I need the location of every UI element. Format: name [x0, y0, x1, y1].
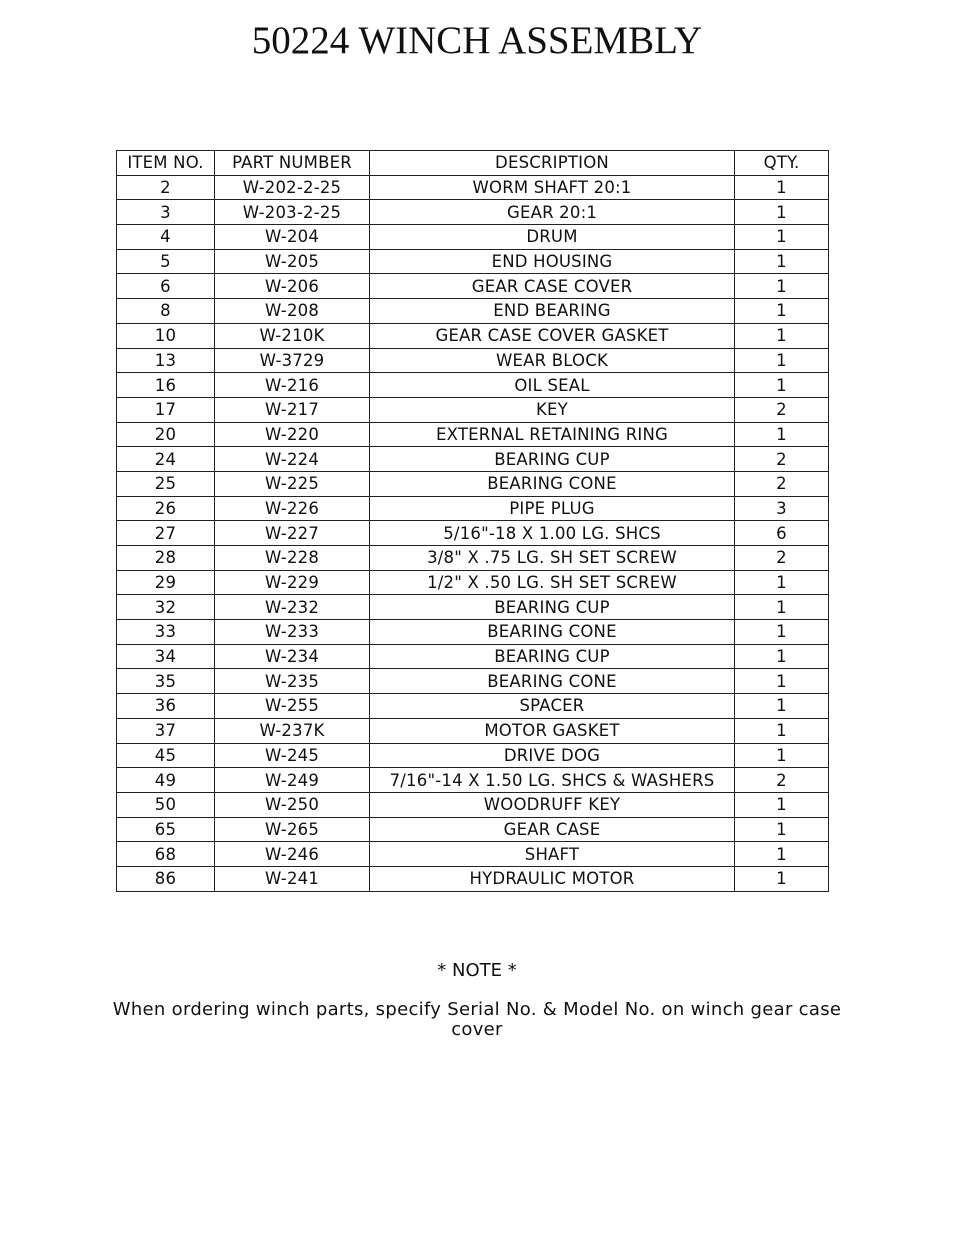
table-row: [117, 644, 829, 669]
cell-part-number: W-208: [215, 299, 370, 324]
cell-qty: 2: [735, 471, 829, 496]
cell-item-no: 20: [117, 422, 215, 447]
cell-qty: 1: [735, 323, 829, 348]
parts-table-body: [117, 175, 829, 891]
table-row: [117, 595, 829, 620]
cell-description: SPACER: [370, 694, 735, 719]
page-title: 50224 WINCH ASSEMBLY: [251, 19, 703, 62]
cell-description: BEARING CONE: [370, 669, 735, 694]
cell-item-no: 37: [117, 718, 215, 743]
cell-qty: 1: [735, 249, 829, 274]
cell-part-number: W-228: [215, 546, 370, 571]
cell-description: DRIVE DOG: [370, 743, 735, 768]
table-row: [117, 694, 829, 719]
cell-description: 5/16"-18 X 1.00 LG. SHCS: [370, 521, 735, 546]
cell-description: WOODRUFF KEY: [370, 792, 735, 817]
cell-part-number: W-3729: [215, 348, 370, 373]
column-header-description: DESCRIPTION: [370, 151, 735, 176]
parts-table: [116, 150, 829, 892]
cell-qty: 1: [735, 175, 829, 200]
cell-part-number: W-216: [215, 373, 370, 398]
table-row: [117, 274, 829, 299]
cell-description: KEY: [370, 397, 735, 422]
table-row: [117, 323, 829, 348]
cell-qty: 1: [735, 422, 829, 447]
table-header-row: [117, 151, 829, 176]
cell-description: BEARING CUP: [370, 447, 735, 472]
table-row: [117, 447, 829, 472]
cell-item-no: 36: [117, 694, 215, 719]
table-row: [117, 397, 829, 422]
cell-part-number: W-265: [215, 817, 370, 842]
cell-item-no: 29: [117, 570, 215, 595]
cell-qty: 1: [735, 718, 829, 743]
column-header-part-number: PART NUMBER: [215, 151, 370, 176]
cell-description: GEAR CASE: [370, 817, 735, 842]
cell-item-no: 3: [117, 200, 215, 225]
cell-item-no: 16: [117, 373, 215, 398]
cell-description: HYDRAULIC MOTOR: [370, 866, 735, 891]
cell-qty: 1: [735, 866, 829, 891]
cell-description: 1/2" X .50 LG. SH SET SCREW: [370, 570, 735, 595]
cell-qty: 1: [735, 743, 829, 768]
cell-qty: 2: [735, 397, 829, 422]
cell-description: BEARING CUP: [370, 595, 735, 620]
cell-item-no: 2: [117, 175, 215, 200]
table-row: [117, 225, 829, 250]
cell-part-number: W-226: [215, 496, 370, 521]
cell-qty: 1: [735, 694, 829, 719]
table-row: [117, 373, 829, 398]
cell-item-no: 13: [117, 348, 215, 373]
cell-item-no: 35: [117, 669, 215, 694]
table-row: [117, 422, 829, 447]
table-row: [117, 768, 829, 793]
note-text: When ordering winch parts, specify Serial No. & Model No. on winch gear case cover: [112, 999, 842, 1040]
cell-item-no: 5: [117, 249, 215, 274]
table-row: [117, 792, 829, 817]
table-row: [117, 200, 829, 225]
cell-item-no: 6: [117, 274, 215, 299]
cell-description: GEAR CASE COVER: [370, 274, 735, 299]
cell-part-number: W-255: [215, 694, 370, 719]
cell-item-no: 17: [117, 397, 215, 422]
cell-item-no: 50: [117, 792, 215, 817]
cell-item-no: 65: [117, 817, 215, 842]
cell-qty: 2: [735, 768, 829, 793]
note-title: * NOTE *: [437, 960, 517, 981]
cell-item-no: 86: [117, 866, 215, 891]
cell-description: 7/16"-14 X 1.50 LG. SHCS & WASHERS: [370, 768, 735, 793]
cell-part-number: W-224: [215, 447, 370, 472]
cell-qty: 1: [735, 274, 829, 299]
cell-part-number: W-227: [215, 521, 370, 546]
cell-item-no: 4: [117, 225, 215, 250]
cell-part-number: W-206: [215, 274, 370, 299]
cell-item-no: 26: [117, 496, 215, 521]
table-row: [117, 842, 829, 867]
cell-part-number: W-225: [215, 471, 370, 496]
cell-qty: 2: [735, 447, 829, 472]
cell-item-no: 49: [117, 768, 215, 793]
cell-part-number: W-203-2-25: [215, 200, 370, 225]
table-row: [117, 299, 829, 324]
cell-part-number: W-245: [215, 743, 370, 768]
table-row: [117, 546, 829, 571]
cell-item-no: 32: [117, 595, 215, 620]
cell-part-number: W-249: [215, 768, 370, 793]
cell-description: OIL SEAL: [370, 373, 735, 398]
cell-item-no: 10: [117, 323, 215, 348]
cell-description: SHAFT: [370, 842, 735, 867]
cell-qty: 2: [735, 546, 829, 571]
cell-part-number: W-220: [215, 422, 370, 447]
cell-qty: 6: [735, 521, 829, 546]
cell-description: 3/8" X .75 LG. SH SET SCREW: [370, 546, 735, 571]
cell-description: BEARING CUP: [370, 644, 735, 669]
cell-qty: 1: [735, 200, 829, 225]
cell-item-no: 25: [117, 471, 215, 496]
cell-description: GEAR 20:1: [370, 200, 735, 225]
cell-qty: 1: [735, 792, 829, 817]
cell-part-number: W-233: [215, 620, 370, 645]
cell-item-no: 33: [117, 620, 215, 645]
cell-part-number: W-234: [215, 644, 370, 669]
cell-description: END BEARING: [370, 299, 735, 324]
cell-description: END HOUSING: [370, 249, 735, 274]
table-row: [117, 249, 829, 274]
cell-description: WORM SHAFT 20:1: [370, 175, 735, 200]
cell-description: BEARING CONE: [370, 471, 735, 496]
table-row: [117, 471, 829, 496]
cell-qty: 1: [735, 225, 829, 250]
table-row: [117, 743, 829, 768]
cell-item-no: 28: [117, 546, 215, 571]
table-row: [117, 570, 829, 595]
cell-qty: 1: [735, 299, 829, 324]
cell-part-number: W-210K: [215, 323, 370, 348]
cell-part-number: W-205: [215, 249, 370, 274]
cell-part-number: W-204: [215, 225, 370, 250]
cell-qty: 1: [735, 644, 829, 669]
cell-qty: 1: [735, 620, 829, 645]
table-row: [117, 817, 829, 842]
table-row: [117, 496, 829, 521]
cell-description: DRUM: [370, 225, 735, 250]
cell-part-number: W-217: [215, 397, 370, 422]
cell-qty: 1: [735, 595, 829, 620]
cell-qty: 1: [735, 817, 829, 842]
cell-part-number: W-237K: [215, 718, 370, 743]
cell-part-number: W-241: [215, 866, 370, 891]
cell-description: GEAR CASE COVER GASKET: [370, 323, 735, 348]
cell-description: WEAR BLOCK: [370, 348, 735, 373]
cell-part-number: W-232: [215, 595, 370, 620]
table-row: [117, 348, 829, 373]
cell-description: EXTERNAL RETAINING RING: [370, 422, 735, 447]
cell-part-number: W-246: [215, 842, 370, 867]
cell-item-no: 34: [117, 644, 215, 669]
cell-part-number: W-250: [215, 792, 370, 817]
cell-part-number: W-202-2-25: [215, 175, 370, 200]
cell-item-no: 68: [117, 842, 215, 867]
cell-item-no: 8: [117, 299, 215, 324]
cell-part-number: W-229: [215, 570, 370, 595]
table-row: [117, 669, 829, 694]
table-row: [117, 521, 829, 546]
table-row: [117, 866, 829, 891]
cell-item-no: 24: [117, 447, 215, 472]
cell-qty: 3: [735, 496, 829, 521]
table-row: [117, 620, 829, 645]
cell-description: BEARING CONE: [370, 620, 735, 645]
cell-item-no: 45: [117, 743, 215, 768]
cell-part-number: W-235: [215, 669, 370, 694]
cell-qty: 1: [735, 348, 829, 373]
table-row: [117, 175, 829, 200]
table-row: [117, 718, 829, 743]
cell-item-no: 27: [117, 521, 215, 546]
cell-qty: 1: [735, 669, 829, 694]
cell-qty: 1: [735, 842, 829, 867]
column-header-qty: QTY.: [735, 151, 829, 176]
cell-description: MOTOR GASKET: [370, 718, 735, 743]
column-header-item-no: ITEM NO.: [117, 151, 215, 176]
cell-qty: 1: [735, 373, 829, 398]
cell-qty: 1: [735, 570, 829, 595]
cell-description: PIPE PLUG: [370, 496, 735, 521]
